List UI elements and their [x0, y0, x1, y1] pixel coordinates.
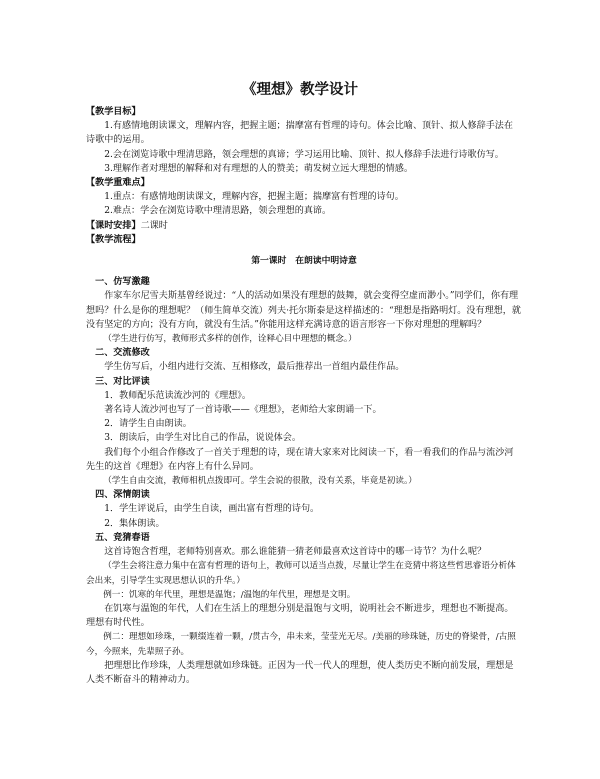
section5-note: （学生会将注意力集中在富有哲理的语句上，教师可以适当点拨，尽量让学生在竞猜中将这些哲思睿语分析体会出来，引导学生实现思想认识的升华。）: [86, 561, 516, 586]
section1-paragraph: 作家车尔尼雪夫斯基曾经说过：“人的活动如果没有理想的鼓舞，就会变得空虚而渺小。”同学们，你有理想吗？什么是你的理想呢？（师生简单交流）列夫·托尔斯泰是这样描述的：“理想是指路明灯。没有理想，就没有坚定的方向；没有方向，就没有生活。”你能用这样充满诗意的语言形容一下你对理想的理解吗？: [86, 291, 521, 330]
section3-paragraph: 我们每个小组合作修改了一首关于理想的诗，现在请大家来对比阅读一下，看一看我们的作品与流沙河先生的这首《理想》在内容上有什么异同。: [86, 447, 514, 472]
section1-heading: 一、仿写激趣: [95, 277, 150, 288]
goal-item: 3.理解作者对理想的解释和对有理想的人的赞美；萌发树立远大理想的情感。: [104, 163, 413, 174]
lesson-title: 第一课时 在朗读中明诗意: [251, 256, 357, 267]
section5-paragraph: 这首诗饱含哲理，老师特别喜欢。那么谁能猜一猜老师最喜欢这首诗中的哪一诗节？为什么呢？: [104, 547, 487, 558]
section4-heading: 四、深情朗读: [95, 490, 150, 501]
schedule-line: [86, 219, 522, 233]
section3-line: 3．朗读后，由学生对比自己的作品，说说体会。: [104, 433, 301, 444]
section3-line: 1．教师配乐范读流沙河的《理想》。: [104, 390, 251, 401]
section3-heading: 三、对比评读: [95, 376, 150, 387]
process-heading: 【教学流程】: [86, 234, 141, 245]
key-point-item: 2.难点：学会在浏览诗歌中理清思路，领会理想的真谛。: [104, 206, 332, 217]
goal-item: 1.有感情地朗读课文，理解内容，把握主题；揣摩富有哲理的诗句。体会比喻、顶针、拟人修辞手法在诗歌中的运用。: [86, 121, 513, 146]
section2-paragraph: 学生仿写后，小组内进行交流、互相修改，最后推荐出一首组内最佳作品。: [104, 362, 405, 373]
section3-note: （学生自由交流，教师相机点拨即可。学生会说的很散，没有关系，毕竟是初读。）: [103, 476, 417, 487]
goals-heading: 【教学目标】: [86, 107, 141, 117]
document-body: [86, 105, 522, 687]
section2-heading: 二、交流修改: [95, 348, 150, 359]
schedule-label: 【课时安排】: [86, 220, 141, 231]
section3-line: 著名诗人流沙河也写了一首诗歌——《理想》，老师给大家朗诵一下。: [104, 405, 382, 416]
section5-example1: 例一：饥寒的年代里，理想是温饱；/温饱的年代里，理想是文明。: [103, 589, 356, 600]
section5-heading: 五、竞猜春语: [95, 532, 150, 543]
section4-line: 2．集体朗读。: [104, 518, 165, 529]
key-point-item: 1.重点：有感情地朗读课文，理解内容，把握主题；揣摩富有哲理的诗句。: [104, 192, 404, 203]
goal-item: 2.会在浏览诗歌中理清思路，领会理想的真谛；学习运用比喻、顶针、拟人修辞手法进行诗歌仿写。: [104, 149, 504, 160]
section5-example2-text: 把理想比作珍珠，人类理想就如珍珠链。正因为一代一代人的理想，使人类历史不断向前发展，理想是人类不断奋斗的精神动力。: [86, 660, 514, 685]
section1-note: （学生进行仿写，教师形式多样的创作，诠释心目中理想的概念。）: [103, 334, 357, 345]
section5-example2: 例二：理想如珍珠，一颗缀连着一颗，/贯古今，串未来，莹莹光无尽。/美丽的珍珠链，历史的脊梁骨，/古照今，今照来，先辈照子孙。: [86, 632, 516, 657]
section3-line: 2．请学生自由朗读。: [104, 419, 192, 430]
document-title: 《理想》教学设计: [242, 82, 358, 98]
schedule-value: 二课时: [140, 220, 168, 231]
section4-line: 1．学生评说后，由学生自读，画出富有哲理的诗句。: [104, 504, 320, 515]
section5-example1-text: 在饥寒与温饱的年代，人们在生活上的理想分别是温饱与文明，说明社会不断进步，理想也不断提高。理想有时代性。: [86, 603, 514, 629]
key-points-heading: 【教学重难点】: [86, 178, 150, 189]
